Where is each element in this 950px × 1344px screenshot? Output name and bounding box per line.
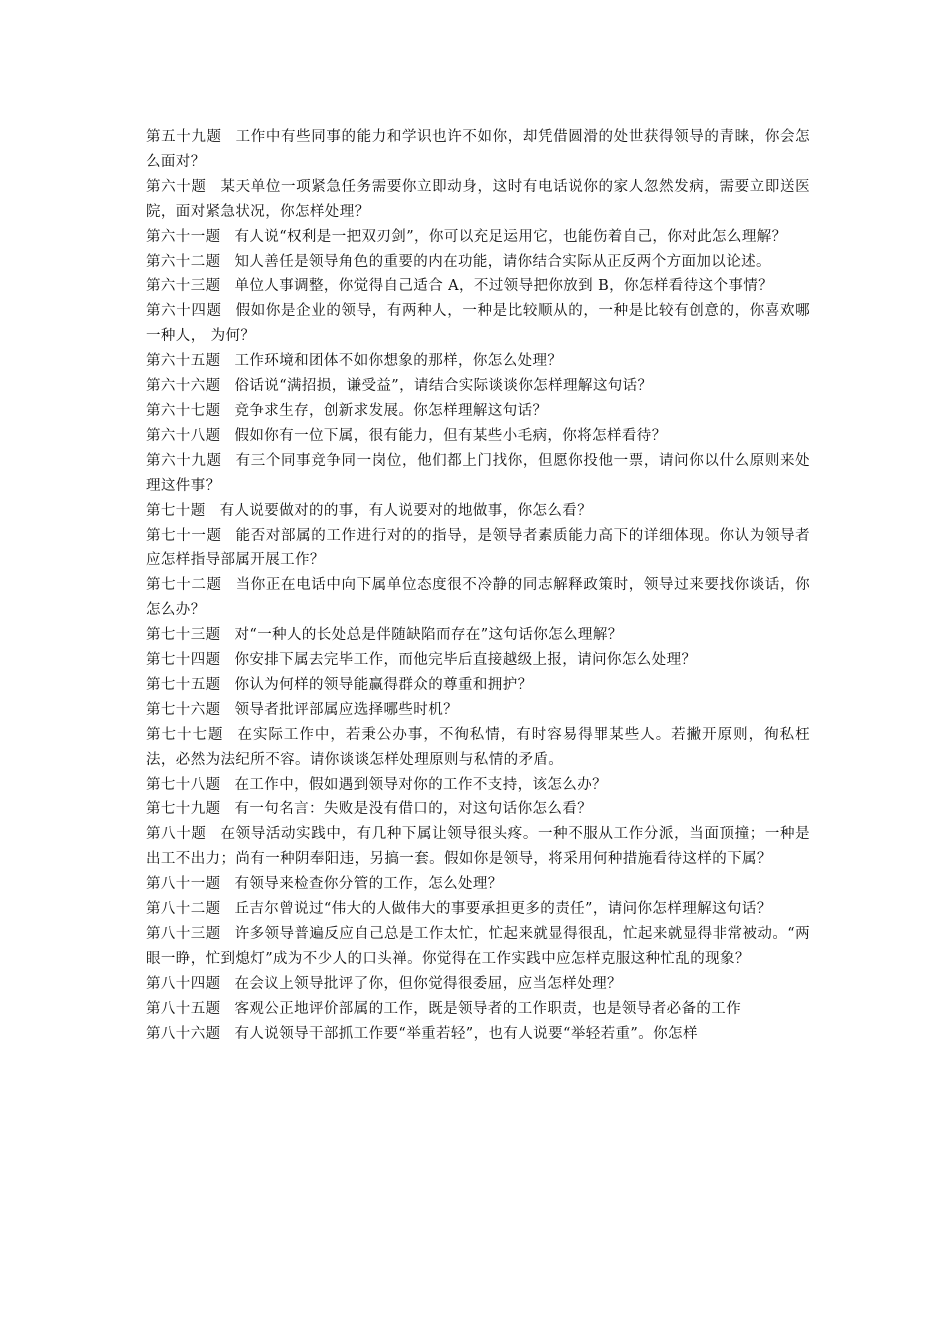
question-79: [146, 797, 810, 822]
question-text: 丘吉尔曾说过“伟大的人做伟大的事要承担更多的责任”，请问你怎样理解这句话？: [234, 901, 772, 918]
question-85: [146, 997, 810, 1022]
question-number: 第六十六题: [146, 378, 221, 395]
question-text: 竞争求生存，创新求发展。你怎样理解这句话？: [234, 402, 548, 419]
question-text: 对“一种人的长处总是伴随缺陷而存在”这句话你怎么理解？: [234, 627, 623, 644]
question-number: 第六十二题: [146, 253, 221, 270]
question-67: [146, 399, 810, 424]
question-number: 第七十二题: [146, 577, 222, 594]
question-number: 第六十四题: [146, 303, 222, 320]
question-62: [146, 250, 810, 275]
question-80: [146, 822, 810, 872]
question-number: 第八十题: [146, 826, 207, 843]
question-text: 有三个同事竞争同一岗位，他们都上门找你，但愿你投他一票，请问你以什么原则来处理这件事？: [146, 452, 810, 494]
question-75: [146, 673, 810, 698]
question-text: 有一句名言：失败是没有借口的，对这句话你怎么看？: [234, 801, 593, 818]
question-text: 在工作中，假如遇到领导对你的工作不支持，该怎么办？: [234, 776, 607, 793]
question-text: 能否对部属的工作进行对的的指导，是领导者素质能力高下的详细体现。你认为领导者应怎样指导部属开展工作？: [146, 527, 810, 569]
question-70: [146, 499, 810, 524]
question-number: 第八十四题: [146, 975, 221, 992]
question-77: [146, 723, 810, 773]
question-number: 第七十题: [146, 502, 206, 519]
question-86: [146, 1022, 810, 1047]
question-78: [146, 773, 810, 798]
question-text: 假如你有一位下属，很有能力，但有某些小毛病，你将怎样看待？: [234, 427, 667, 444]
question-number: 第五十九题: [146, 129, 222, 145]
question-text: 有领导来检查你分管的工作，怎么处理？: [234, 876, 503, 893]
question-76: [146, 698, 810, 723]
question-number: 第六十五题: [146, 353, 221, 370]
question-text: 某天单位一项紧急任务需要你立即动身，这时有电话说你的家人忽然发病，需要立即送医院，面对紧急状况，你怎样处理？: [146, 178, 810, 220]
question-66: [146, 374, 810, 399]
question-60: [146, 175, 810, 225]
question-text: 俗话说“满招损，谦受益”，请结合实际谈谈你怎样理解这句话？: [234, 378, 653, 395]
question-text: 在领导活动实践中，有几种下属让领导很头疼。一种不服从工作分派，当面顶撞；一种是出工不出力；尚有一种阴奉阳违，另搞一套。假如你是领导，将采用何种措施看待这样的下属？: [146, 826, 810, 868]
question-59: [146, 125, 810, 175]
question-text: 工作环境和团体不如你想象的那样，你怎么处理？: [234, 353, 563, 370]
question-73: [146, 623, 810, 648]
question-number: 第八十一题: [146, 876, 221, 893]
question-68: [146, 424, 810, 449]
question-71: [146, 524, 810, 574]
question-text: 单位人事调整，你觉得自己适合 A，不过领导把你放到 B，你怎样看待这个事情？: [234, 278, 774, 295]
question-number: 第六十题: [146, 178, 207, 195]
question-number: 第六十三题: [146, 278, 221, 295]
question-number: 第七十一题: [146, 527, 222, 544]
question-number: 第七十七题: [146, 726, 224, 743]
question-number: 第八十二题: [146, 901, 221, 918]
question-64: [146, 299, 810, 349]
question-number: 第七十三题: [146, 627, 221, 644]
question-text: 客观公正地评价部属的工作，既是领导者的工作职责，也是领导者必备的工作: [234, 1000, 742, 1017]
question-69: [146, 449, 810, 499]
question-text: 在会议上领导批评了你，但你觉得很委屈，应当怎样处理？: [234, 975, 622, 992]
question-text: 你认为何样的领导能赢得群众的尊重和拥护？: [234, 676, 533, 693]
question-84: [146, 972, 810, 997]
question-text: 你安排下属去完毕工作，而他完毕后直接越级上报，请问你怎么处理？: [234, 652, 697, 669]
question-number: 第六十九题: [146, 452, 222, 469]
question-text: 假如你是企业的领导，有两种人，一种是比较顺从的，一种是比较有创意的，你喜欢哪一种人， 为何？: [146, 303, 810, 345]
question-text: 领导者批评部属应选择哪些时机？: [234, 701, 458, 718]
question-number: 第六十七题: [146, 402, 221, 419]
question-82: [146, 897, 810, 922]
question-72: [146, 573, 810, 623]
document-page: [146, 125, 810, 1047]
question-number: 第七十四题: [146, 652, 221, 669]
question-63: [146, 274, 810, 299]
question-text: 有人说“权利是一把双刃剑”，你可以充足运用它，也能伤着自己，你对此怎么理解？: [234, 228, 787, 245]
question-text: 在实际工作中，若秉公办事，不徇私情，有时容易得罪某些人。若撇开原则，徇私枉法，必然为法纪所不容。请你谈谈怎样处理原则与私情的矛盾。: [146, 726, 811, 768]
question-number: 第七十九题: [146, 801, 221, 818]
question-text: 许多领导普遍反应自己总是工作太忙，忙起来就显得很乱，忙起来就显得非常被动。“两眼一睁，忙到熄灯”成为不少人的口头禅。你觉得在工作实践中应怎样克服这种忙乱的现象？: [146, 926, 811, 967]
question-number: 第七十五题: [146, 676, 221, 693]
question-text: 当你正在电话中向下属单位态度很不冷静的同志解释政策时，领导过来要找你谈话，你怎么办？: [146, 577, 810, 619]
question-83: [146, 922, 810, 972]
question-65: [146, 349, 810, 374]
question-text: 有人说要做对的的事，有人说要对的地做事，你怎么看？: [219, 502, 593, 519]
question-number: 第七十八题: [146, 776, 221, 793]
question-number: 第七十六题: [146, 701, 221, 718]
question-number: 第八十五题: [146, 1000, 221, 1017]
question-61: [146, 225, 810, 250]
question-text: 有人说领导干部抓工作要“举重若轻”，也有人说要“举轻若重”。你怎样: [234, 1025, 698, 1042]
question-number: 第六十八题: [146, 427, 221, 444]
question-text: 知人善任是领导角色的重要的内在功能，请你结合实际从正反两个方面加以论述。: [234, 253, 771, 270]
question-number: 第六十一题: [146, 228, 221, 245]
question-number: 第八十三题: [146, 926, 221, 942]
question-81: [146, 872, 810, 897]
question-text: 工作中有些同事的能力和学识也许不如你，却凭借圆滑的处世获得领导的青睐，你会怎么面对？: [146, 129, 810, 170]
question-74: [146, 648, 810, 673]
question-number: 第八十六题: [146, 1025, 221, 1042]
